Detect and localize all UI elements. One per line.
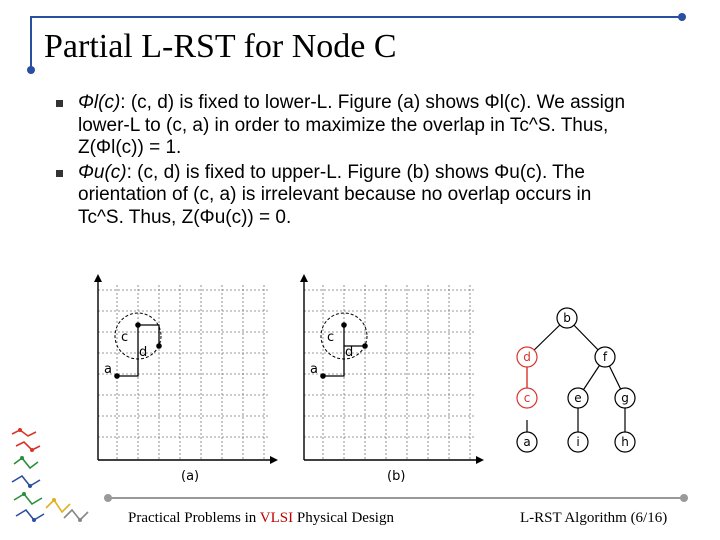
footer-course	[128, 510, 394, 527]
caption-a: (a)	[181, 469, 200, 484]
node-label-d: d	[139, 345, 148, 360]
tree-label-d: d	[523, 350, 531, 364]
footer-rule	[108, 497, 684, 499]
grid-b	[300, 274, 484, 484]
footer-course-highlight: VLSI	[259, 510, 294, 526]
footer-course-prefix: Practical Problems in	[128, 510, 260, 526]
footer-dot-left	[104, 494, 112, 502]
tree-label-e: e	[574, 391, 582, 405]
bullet-text: : (c, d) is fixed to upper-L. Figure (b) shows Φu(c). The orientation of (c, a) is irrelevant because no overlap occurs in Tc^S. Thus, Z(Φu(c)) = 0.	[78, 161, 592, 228]
tree-label-a: a	[523, 435, 531, 449]
bullet-text: : (c, d) is fixed to lower-L. Figure (a) shows Φl(c). We assign lower-L to (c, a) in order to maximize the overlap in Tc^S. Thus, Z(Φl(c)) = 1.	[78, 92, 626, 158]
bullet-phi: Φu(c)	[78, 161, 127, 183]
tree-label-b: b	[563, 311, 571, 325]
node-label-d: d	[345, 345, 354, 360]
decorative-tree-logo	[6, 424, 106, 534]
tree-label-g: g	[621, 391, 629, 405]
footer-page: L-RST Algorithm (6/16)	[520, 510, 668, 526]
tree-label-c: c	[523, 391, 531, 405]
tree-label-h: h	[621, 435, 629, 449]
node-label-a: a	[310, 362, 318, 377]
caption-b: (b)	[387, 469, 406, 484]
node-label-a: a	[104, 362, 112, 377]
node-label-c: c	[327, 330, 335, 345]
footer-dot-right	[680, 494, 688, 502]
slide-title: Partial L-RST for Node C	[44, 28, 397, 65]
steiner-tree	[517, 308, 635, 452]
tree-label-f: f	[602, 350, 608, 364]
grid-a	[94, 274, 278, 484]
bullet-phi: Φl(c)	[78, 92, 121, 113]
footer-course-suffix: Physical Design	[293, 510, 394, 526]
tree-label-i: i	[576, 435, 580, 449]
node-label-c: c	[121, 330, 129, 345]
